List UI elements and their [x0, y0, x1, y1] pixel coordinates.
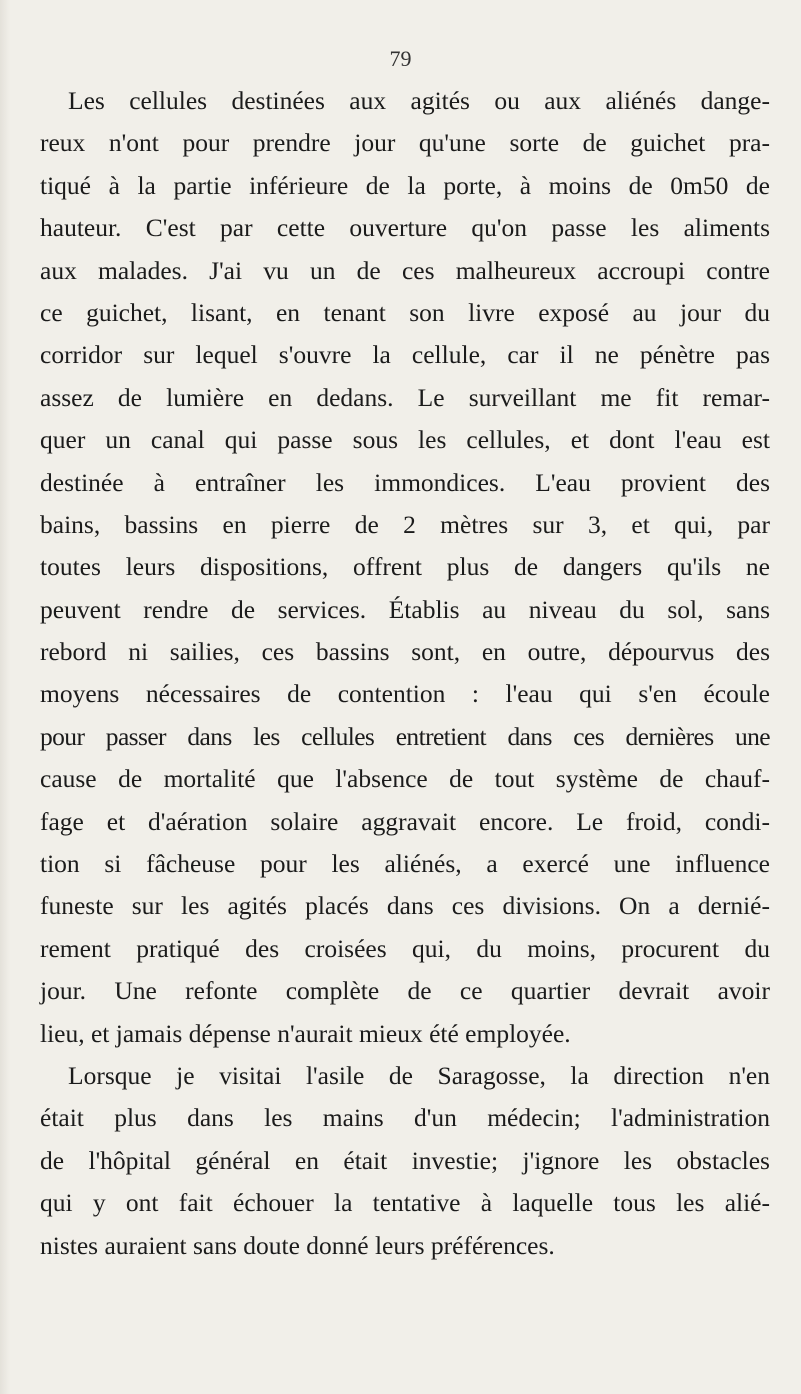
- text-line: cause de mortalité que l'absence de tout système de chauf-: [40, 764, 770, 794]
- body-text: [40, 80, 770, 1267]
- text-line: funeste sur les agités placés dans ces divisions. On a dernié-: [40, 891, 770, 921]
- text-line: corridor sur lequel s'ouvre la cellule, car il ne pénètre pas: [40, 340, 770, 370]
- text-line: nistes auraient sans doute donné leurs préférences.: [40, 1230, 555, 1260]
- text-line: de l'hôpital général en était investie; j'ignore les obstacles: [40, 1145, 770, 1175]
- text-line: tion si fâcheuse pour les aliénés, a exercé une influence: [40, 849, 770, 879]
- text-line: rebord ni sailies, ces bassins sont, en outre, dépourvus des: [40, 637, 770, 667]
- text-line: aux malades. J'ai vu un de ces malheureux accroupi contre: [40, 255, 770, 285]
- text-line: rement pratiqué des croisées qui, du moins, procurent du: [40, 933, 770, 963]
- text-line: qui y ont fait échouer la tentative à laquelle tous les alié-: [40, 1188, 770, 1218]
- text-line: fage et d'aération solaire aggravait encore. Le froid, condi-: [40, 806, 770, 836]
- text-line: toutes leurs dispositions, offrent plus de dangers qu'ils ne: [40, 552, 770, 582]
- page-edge-shadow: [0, 0, 10, 1394]
- text-line: assez de lumière en dedans. Le surveillant me fit remar-: [40, 382, 770, 412]
- text-line: destinée à entraîner les immondices. L'eau provient des: [40, 467, 770, 497]
- page-number: 79: [389, 46, 412, 71]
- text-line: jour. Une refonte complète de ce quartier devrait avoir: [40, 976, 770, 1006]
- text-line: ce guichet, lisant, en tenant son livre exposé au jour du: [40, 297, 770, 327]
- text-line: était plus dans les mains d'un médecin; l'administration: [40, 1103, 770, 1133]
- text-line: lieu, et jamais dépense n'aurait mieux été employée.: [40, 1018, 571, 1048]
- text-line: moyens nécessaires de contention : l'eau qui s'en écoule: [40, 679, 770, 709]
- text-line: bains, bassins en pierre de 2 mètres sur 3, et qui, par: [40, 509, 770, 539]
- text-line: tiqué à la partie inférieure de la porte, à moins de 0m50 de: [40, 170, 770, 200]
- text-line: hauteur. C'est par cette ouverture qu'on passe les aliments: [40, 213, 770, 243]
- text-line: peuvent rendre de services. Établis au niveau du sol, sans: [40, 594, 770, 624]
- text-line: quer un canal qui passe sous les cellules, et dont l'eau est: [40, 425, 770, 455]
- text-line: Lorsque je visitai l'asile de Saragosse, la direction n'en: [68, 1060, 770, 1090]
- text-line: pour passer dans les cellules entretient dans ces dernières une: [40, 721, 770, 751]
- text-line: reux n'ont pour prendre jour qu'une sorte de guichet pra-: [40, 128, 770, 158]
- text-line: Les cellules destinées aux agités ou aux aliénés dange-: [68, 86, 770, 115]
